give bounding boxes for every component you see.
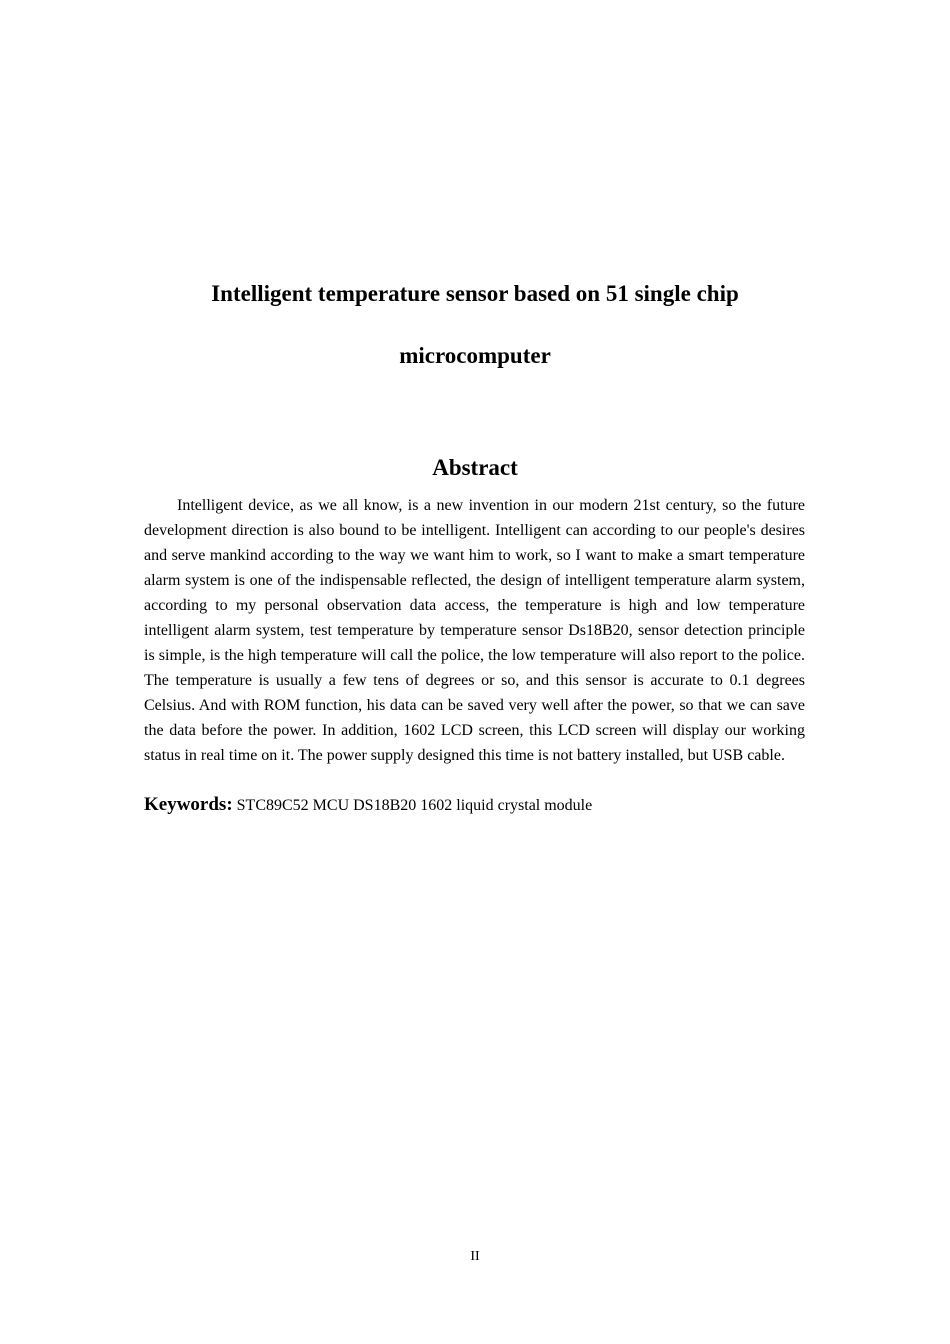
keywords-line (144, 792, 805, 818)
keywords-text: STC89C52 MCU DS18B20 1602 liquid crystal module (236, 797, 593, 814)
document-title-line-1: Intelligent temperature sensor based on 51 single chip (211, 281, 739, 306)
document-title-line-2: microcomputer (399, 343, 551, 368)
page-number: II (470, 1249, 480, 1264)
abstract-heading: Abstract (432, 455, 518, 480)
keywords-label: Keywords: (144, 794, 233, 815)
abstract-body: Intelligent device, as we all know, is a new invention in our modern 21st century, so the future development direction is also bound to be intelligent. Intelligent can according to our people's desires and serve mankind according to the way we want him to work, so I want to make a smart temperature alarm system is one of the indispensable reflected, the design of intelligent temperature alarm system, according to my personal observation data access, the temperature is high and low temperature intelligent alarm system, test temperature by temperature sensor Ds18B20, sensor detection principle is simple, is the high temperature will call the police, the low temperature will also report to the police. The temperature is usually a few tens of degrees or so, and this sensor is accurate to 0.1 degrees Celsius. And with ROM function, his data can be saved very well after the power, so that we can save the data before the power. In addition, 1602 LCD screen, this LCD screen will display our working status in real time on it. The power supply designed this time is not battery installed, but USB cable. (144, 497, 805, 764)
